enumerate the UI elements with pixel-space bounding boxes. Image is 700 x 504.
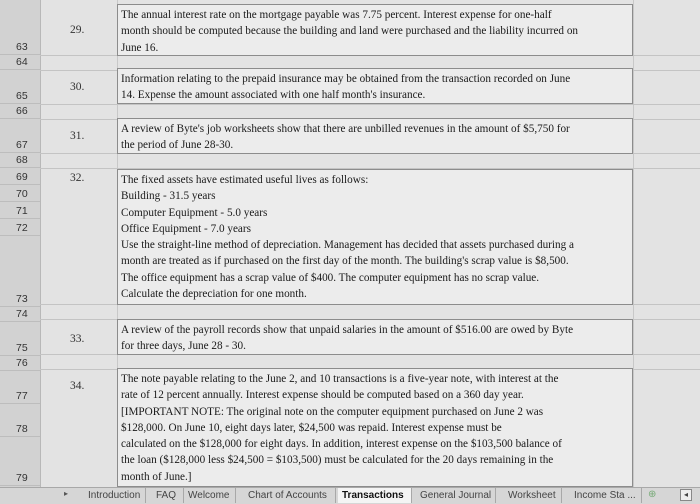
row-header-73[interactable]: 73 xyxy=(0,292,40,307)
row-header-63[interactable]: 63 xyxy=(0,40,40,55)
tab-scroll-arrow-icon[interactable]: ▸ xyxy=(64,489,69,498)
item-34-line: month of June.] xyxy=(121,470,192,483)
item-30-line: 14. Expense the amount associated with one half month's insurance. xyxy=(121,89,426,102)
tab-introduction[interactable]: Introduction xyxy=(84,488,146,503)
item-29-line: June 16. xyxy=(121,41,159,54)
item-32-line: Calculate the depreciation for one month. xyxy=(121,288,307,301)
item-number-33: 33. xyxy=(70,333,85,345)
tab-general-journal[interactable]: General Journal xyxy=(416,488,496,503)
item-32-line: Building - 31.5 years xyxy=(121,190,216,203)
item-32-line: Computer Equipment - 5.0 years xyxy=(121,206,268,219)
row-header-71[interactable]: 71 xyxy=(0,204,40,219)
tab-income-statement[interactable]: Income Sta ... xyxy=(570,488,642,503)
row-header-76[interactable]: 76 xyxy=(0,356,40,371)
row-header-64[interactable]: 64 xyxy=(0,55,40,70)
item-29-line: month should be computed because the building and land were purchased and the liability incurred on xyxy=(121,25,579,38)
row-header-77[interactable]: 77 xyxy=(0,389,40,404)
row-header-72[interactable]: 72 xyxy=(0,221,40,236)
row-header-75[interactable]: 75 xyxy=(0,341,40,356)
row-header-70[interactable]: 70 xyxy=(0,187,40,202)
item-32-line: Use the straight-line method of depreciation. Management has decided that assets purchased during a xyxy=(121,239,574,252)
row-header-67[interactable]: 67 xyxy=(0,138,40,153)
item-34-line: the loan ($128,000 less $24,500 = $103,500) must be calculated for the 20 days remaining in the xyxy=(121,454,554,467)
sheet-tab-bar xyxy=(0,487,700,504)
item-cell-30[interactable] xyxy=(117,68,633,104)
item-34-line: The note payable relating to the June 2, and 10 transactions is a five-year note, with interest at the xyxy=(121,373,559,385)
item-34-line: rate of 12 percent annually. Interest expense should be computed based on a 360 day year. xyxy=(121,389,524,402)
item-34-line: calculated on the $128,000 for eight days. In addition, interest expense on the $103,500 balance of xyxy=(121,438,562,451)
tab-faq[interactable]: FAQ xyxy=(152,488,184,503)
row-header-66[interactable]: 66 xyxy=(0,104,40,119)
item-number-31: 31. xyxy=(70,130,85,142)
row-header-65[interactable]: 65 xyxy=(0,89,40,104)
item-31-line: A review of Byte's job worksheets show that there are unbilled revenues in the amount of $5,750 for xyxy=(121,123,570,135)
scroll-left-icon[interactable]: ◂ xyxy=(680,489,692,501)
item-number-30: 30. xyxy=(70,81,85,93)
item-30-line: Information relating to the prepaid insurance may be obtained from the transaction recorded on June xyxy=(121,73,571,85)
item-33-line: for three days, June 28 - 30. xyxy=(121,340,246,353)
tab-transactions[interactable]: Transactions xyxy=(338,488,412,503)
item-cell-29[interactable] xyxy=(117,4,633,56)
item-34-line: $128,000. On June 10, eight days later, $24,500 was repaid. Interest expense must be xyxy=(121,421,502,434)
item-cell-34[interactable] xyxy=(117,368,633,487)
add-sheet-icon[interactable]: ⊕ xyxy=(648,489,657,500)
item-32-line: month are treated as if purchased on the first day of the month. The building's scrap value is $8,500. xyxy=(121,255,569,268)
column-divider xyxy=(633,0,634,487)
item-33-line: A review of the payroll records show that unpaid salaries in the amount of $516.00 are owed by Byte xyxy=(121,324,574,336)
row-header-gutter xyxy=(0,0,41,487)
tab-worksheet[interactable]: Worksheet xyxy=(504,488,562,503)
item-34-line: [IMPORTANT NOTE: The original note on the computer equipment purchased on June 2 was xyxy=(121,405,544,418)
item-number-32: 32. xyxy=(70,172,85,184)
row-header-68[interactable]: 68 xyxy=(0,153,40,168)
item-cell-31[interactable] xyxy=(117,118,633,154)
row-header-79[interactable]: 79 xyxy=(0,471,40,486)
row-divider xyxy=(40,104,700,105)
item-cell-32[interactable] xyxy=(117,169,633,305)
row-header-69[interactable]: 69 xyxy=(0,170,40,185)
item-number-34: 34. xyxy=(70,380,85,392)
row-header-78[interactable]: 78 xyxy=(0,422,40,437)
item-32-line: The office equipment has a scrap value of $400. The computer equipment has no scrap value. xyxy=(121,271,540,284)
item-number-29: 29. xyxy=(70,24,85,36)
item-cell-33[interactable] xyxy=(117,319,633,355)
tab-chart-of-accounts[interactable]: Chart of Accounts xyxy=(244,488,336,503)
item-32-line: The fixed assets have estimated useful lives as follows: xyxy=(121,174,369,186)
item-29-line: The annual interest rate on the mortgage payable was 7.75 percent. Interest expense for one-half xyxy=(121,9,552,21)
row-header-74[interactable]: 74 xyxy=(0,307,40,322)
item-32-line: Office Equipment - 7.0 years xyxy=(121,222,251,235)
item-31-line: the period of June 28-30. xyxy=(121,139,234,152)
tab-welcome[interactable]: Welcome xyxy=(184,488,236,503)
